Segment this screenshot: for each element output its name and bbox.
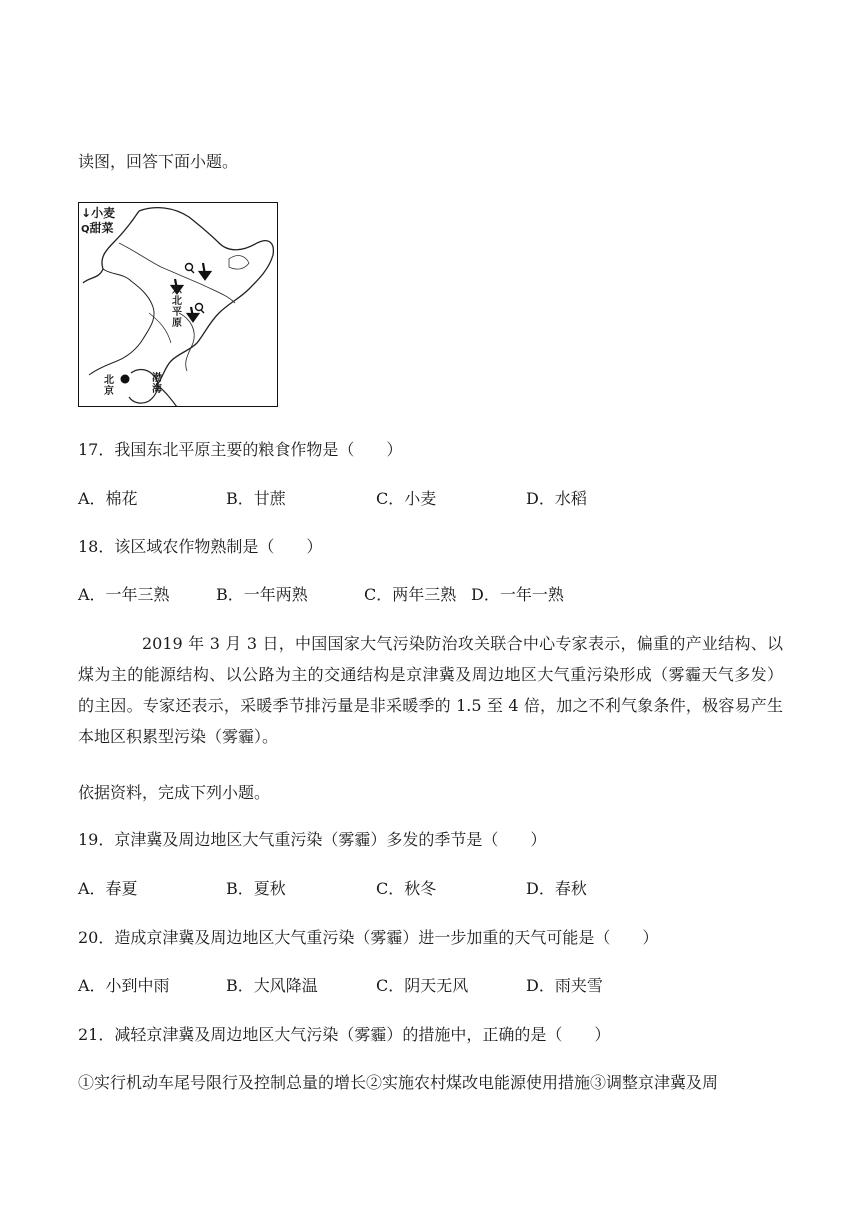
question-21-stem: 21．减轻京津冀及周边地区大气污染（雾霾）的措施中，正确的是（ ） <box>78 1025 611 1044</box>
q20-option-c[interactable]: C．阴天无风 <box>376 976 469 995</box>
question-19-options <box>78 878 783 900</box>
map-legend <box>81 206 115 237</box>
q19-option-c[interactable]: C．秋冬 <box>376 879 437 898</box>
q18-option-a[interactable]: A．一年三熟 <box>78 585 170 604</box>
reading-passage: 2019 年 3 月 3 日，中国国家大气污染防治攻关联合中心专家表示，偏重的产业结构、以煤为主的能源结构、以公路为主的交通结构是京津冀及周边地区大气重污染形成（雾霾天气多发） 的主因。专家还表示，采暖季节排污量是非采暖季的 1.5 至 4 倍，加之不利气象条件，极容易产生本地区积累型污染（雾霾）。 <box>78 634 783 746</box>
legend-beet-label: 甜菜 <box>89 221 114 235</box>
q17-option-a[interactable]: A．棉花 <box>78 489 138 508</box>
label-beijing: 北京 <box>104 375 114 397</box>
q17-option-b[interactable]: B．甘蔗 <box>226 489 286 508</box>
q18-option-c[interactable]: C．两年三熟 <box>364 585 457 604</box>
question-21-continuation: ①实行机动车尾号限行及控制总量的增长②实施农村煤改电能源使用措施③调整京津冀及周 <box>78 1073 719 1092</box>
q17-option-c[interactable]: C．小麦 <box>376 489 437 508</box>
legend-beet-row <box>81 221 115 237</box>
q20-option-b[interactable]: B．大风降温 <box>226 976 318 995</box>
question-17-options <box>78 488 783 510</box>
question-19-stem: 19．京津冀及周边地区大气重污染（雾霾）多发的季节是（ ） <box>78 830 547 849</box>
q19-option-d[interactable]: D．春秋 <box>526 879 587 898</box>
question-18-stem: 18．该区域农作物熟制是（ ） <box>78 537 323 556</box>
label-dongbei-plain: 东北平原 <box>172 285 182 329</box>
instruction-text: 依据资料，完成下列小题。 <box>78 783 271 802</box>
question-18-options <box>78 584 783 606</box>
q18-option-b[interactable]: B．一年两熟 <box>216 585 308 604</box>
question-17-stem: 17．我国东北平原主要的粮食作物是（ ） <box>78 440 403 459</box>
legend-wheat-row <box>81 206 115 221</box>
q20-option-d[interactable]: D．雨夹雪 <box>526 976 603 995</box>
wheat-arrow-icon: ↓ <box>81 206 92 220</box>
beet-magnifier-icon: Q <box>81 224 90 235</box>
q17-option-d[interactable]: D．水稻 <box>526 489 587 508</box>
q19-option-b[interactable]: B．夏秋 <box>226 879 286 898</box>
northeast-plain-map <box>78 202 278 407</box>
question-20-options <box>78 975 783 997</box>
question-20-stem: 20．造成京津冀及周边地区大气重污染（雾霾）进一步加重的天气可能是（ ） <box>78 928 659 947</box>
q19-option-a[interactable]: A．春夏 <box>78 879 138 898</box>
intro-text: 读图，回答下面小题。 <box>78 152 239 171</box>
q18-option-d[interactable]: D．一年一熟 <box>471 585 564 604</box>
q20-option-a[interactable]: A．小到中雨 <box>78 976 170 995</box>
legend-wheat-label: 小麦 <box>91 206 116 220</box>
label-bohai: 渤海 <box>152 373 162 395</box>
